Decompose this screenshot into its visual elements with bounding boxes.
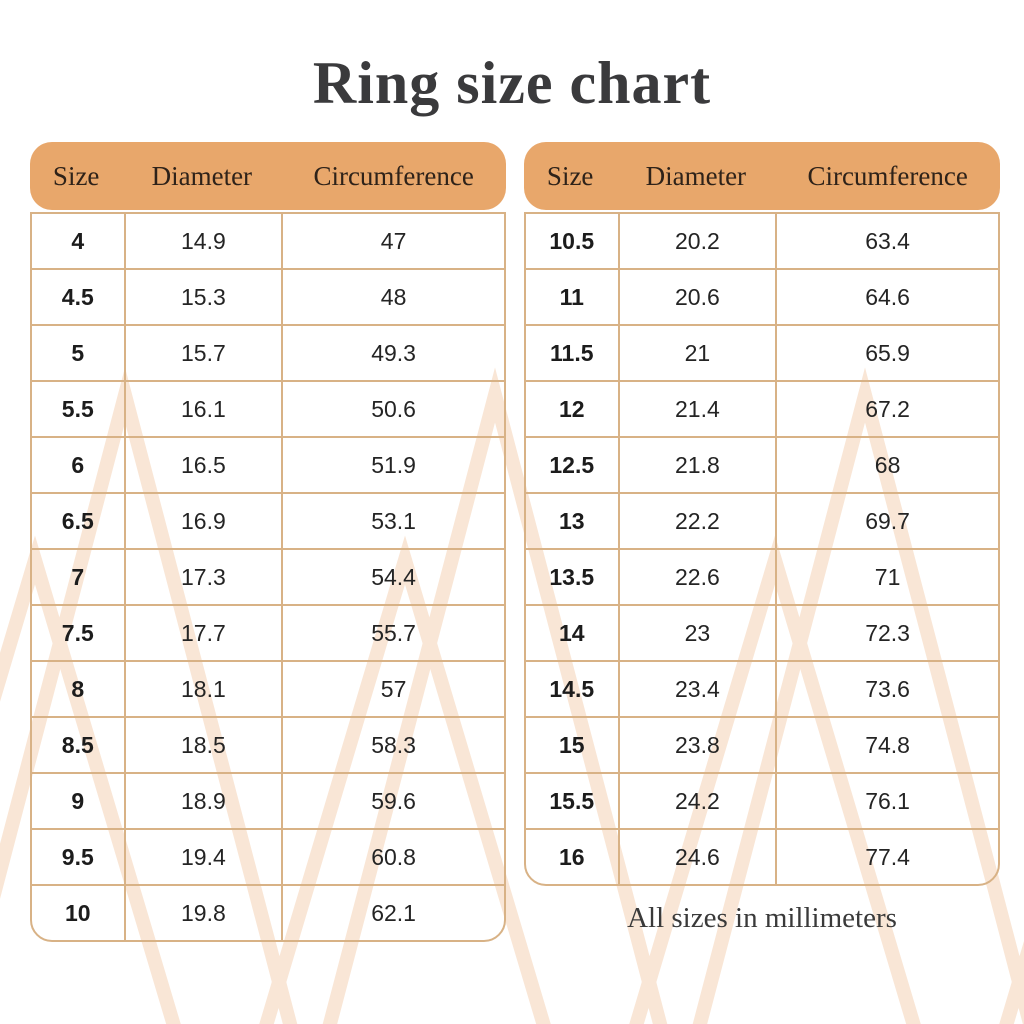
diameter-cell: 24.6 xyxy=(618,830,776,884)
column-header-diameter: Diameter xyxy=(151,160,253,191)
table-row xyxy=(32,884,504,940)
size-cell: 15.5 xyxy=(549,787,595,814)
table-body-right xyxy=(524,212,1000,886)
diameter-cell: 14.9 xyxy=(124,214,282,268)
diameter-cell: 23 xyxy=(618,606,776,660)
diameter-cell: 18.5 xyxy=(124,718,282,772)
table-body-left xyxy=(30,212,506,942)
size-cell: 8.5 xyxy=(61,731,94,758)
table-row xyxy=(526,324,998,380)
diameter-cell: 18.1 xyxy=(124,662,282,716)
circumference-cell: 48 xyxy=(281,270,504,324)
table-row xyxy=(32,324,504,380)
page-title: Ring size chart xyxy=(312,50,712,116)
circumference-cell: 74.8 xyxy=(775,718,998,772)
circumference-cell: 47 xyxy=(281,214,504,268)
table-row xyxy=(32,660,504,716)
size-cell: 13 xyxy=(558,507,585,534)
table-row xyxy=(526,772,998,828)
table-header-right xyxy=(524,142,1000,210)
table-row xyxy=(32,214,504,268)
circumference-cell: 72.3 xyxy=(775,606,998,660)
column-header-diameter: Diameter xyxy=(645,160,747,191)
size-cell: 6.5 xyxy=(61,507,94,534)
diameter-cell: 21.8 xyxy=(618,438,776,492)
table-row xyxy=(32,380,504,436)
table-header-left xyxy=(30,142,506,210)
size-cell: 11 xyxy=(559,283,584,310)
ring-size-table-left xyxy=(30,142,506,942)
size-cell: 10.5 xyxy=(549,227,595,254)
tables-container xyxy=(0,142,1024,942)
diameter-cell: 15.7 xyxy=(124,326,282,380)
circumference-cell: 58.3 xyxy=(281,718,504,772)
circumference-cell: 69.7 xyxy=(775,494,998,548)
table-row xyxy=(526,660,998,716)
diameter-cell: 16.1 xyxy=(124,382,282,436)
circumference-cell: 67.2 xyxy=(775,382,998,436)
circumference-cell: 49.3 xyxy=(281,326,504,380)
size-cell: 7 xyxy=(71,563,85,590)
size-cell: 12.5 xyxy=(549,451,595,478)
column-header-circumference: Circumference xyxy=(807,160,968,191)
table-row xyxy=(32,548,504,604)
circumference-cell: 65.9 xyxy=(775,326,998,380)
size-cell: 8 xyxy=(71,675,85,702)
size-cell: 5 xyxy=(71,339,85,366)
column-header-size: Size xyxy=(546,160,594,191)
size-cell: 13.5 xyxy=(549,563,595,590)
units-footnote: All sizes in millimeters xyxy=(627,902,897,934)
table-row xyxy=(32,828,504,884)
table-row xyxy=(32,492,504,548)
table-row xyxy=(526,716,998,772)
column-header-circumference: Circumference xyxy=(313,160,474,191)
circumference-cell: 77.4 xyxy=(775,830,998,884)
circumference-cell: 57 xyxy=(281,662,504,716)
table-row xyxy=(32,772,504,828)
circumference-cell: 50.6 xyxy=(281,382,504,436)
circumference-cell: 51.9 xyxy=(281,438,504,492)
diameter-cell: 22.2 xyxy=(618,494,776,548)
circumference-cell: 62.1 xyxy=(281,886,504,940)
circumference-cell: 55.7 xyxy=(281,606,504,660)
diameter-cell: 17.3 xyxy=(124,550,282,604)
size-cell: 15 xyxy=(558,731,585,758)
diameter-cell: 23.8 xyxy=(618,718,776,772)
diameter-cell: 24.2 xyxy=(618,774,776,828)
size-cell: 16 xyxy=(558,843,585,870)
size-cell: 6 xyxy=(71,451,85,478)
table-row xyxy=(526,828,998,884)
table-row xyxy=(526,548,998,604)
circumference-cell: 54.4 xyxy=(281,550,504,604)
circumference-cell: 71 xyxy=(775,550,998,604)
size-cell: 7.5 xyxy=(61,619,94,646)
size-cell: 9.5 xyxy=(61,843,94,870)
circumference-cell: 76.1 xyxy=(775,774,998,828)
size-cell: 9 xyxy=(71,787,85,814)
circumference-cell: 68 xyxy=(775,438,998,492)
diameter-cell: 17.7 xyxy=(124,606,282,660)
size-cell: 4 xyxy=(71,227,85,254)
table-row xyxy=(526,436,998,492)
diameter-cell: 19.4 xyxy=(124,830,282,884)
table-row xyxy=(32,604,504,660)
circumference-cell: 63.4 xyxy=(775,214,998,268)
size-cell: 4.5 xyxy=(61,283,94,310)
circumference-cell: 73.6 xyxy=(775,662,998,716)
size-cell: 10 xyxy=(64,899,91,926)
circumference-cell: 53.1 xyxy=(281,494,504,548)
column-header-size: Size xyxy=(52,160,100,191)
table-row xyxy=(526,604,998,660)
circumference-cell: 60.8 xyxy=(281,830,504,884)
table-row xyxy=(526,380,998,436)
diameter-cell: 20.2 xyxy=(618,214,776,268)
diameter-cell: 16.5 xyxy=(124,438,282,492)
diameter-cell: 21 xyxy=(618,326,776,380)
diameter-cell: 16.9 xyxy=(124,494,282,548)
size-cell: 5.5 xyxy=(61,395,94,422)
size-cell: 12 xyxy=(558,395,585,422)
circumference-cell: 59.6 xyxy=(281,774,504,828)
size-cell: 14 xyxy=(558,619,585,646)
diameter-cell: 22.6 xyxy=(618,550,776,604)
size-cell: 11.5 xyxy=(550,339,594,366)
table-row xyxy=(526,492,998,548)
table-row xyxy=(32,436,504,492)
table-row xyxy=(526,214,998,268)
diameter-cell: 21.4 xyxy=(618,382,776,436)
diameter-cell: 23.4 xyxy=(618,662,776,716)
ring-size-table-right xyxy=(524,142,1000,942)
diameter-cell: 18.9 xyxy=(124,774,282,828)
table-row xyxy=(32,268,504,324)
diameter-cell: 19.8 xyxy=(124,886,282,940)
diameter-cell: 20.6 xyxy=(618,270,776,324)
table-row xyxy=(526,268,998,324)
table-row xyxy=(32,716,504,772)
size-cell: 14.5 xyxy=(549,675,595,702)
diameter-cell: 15.3 xyxy=(124,270,282,324)
circumference-cell: 64.6 xyxy=(775,270,998,324)
